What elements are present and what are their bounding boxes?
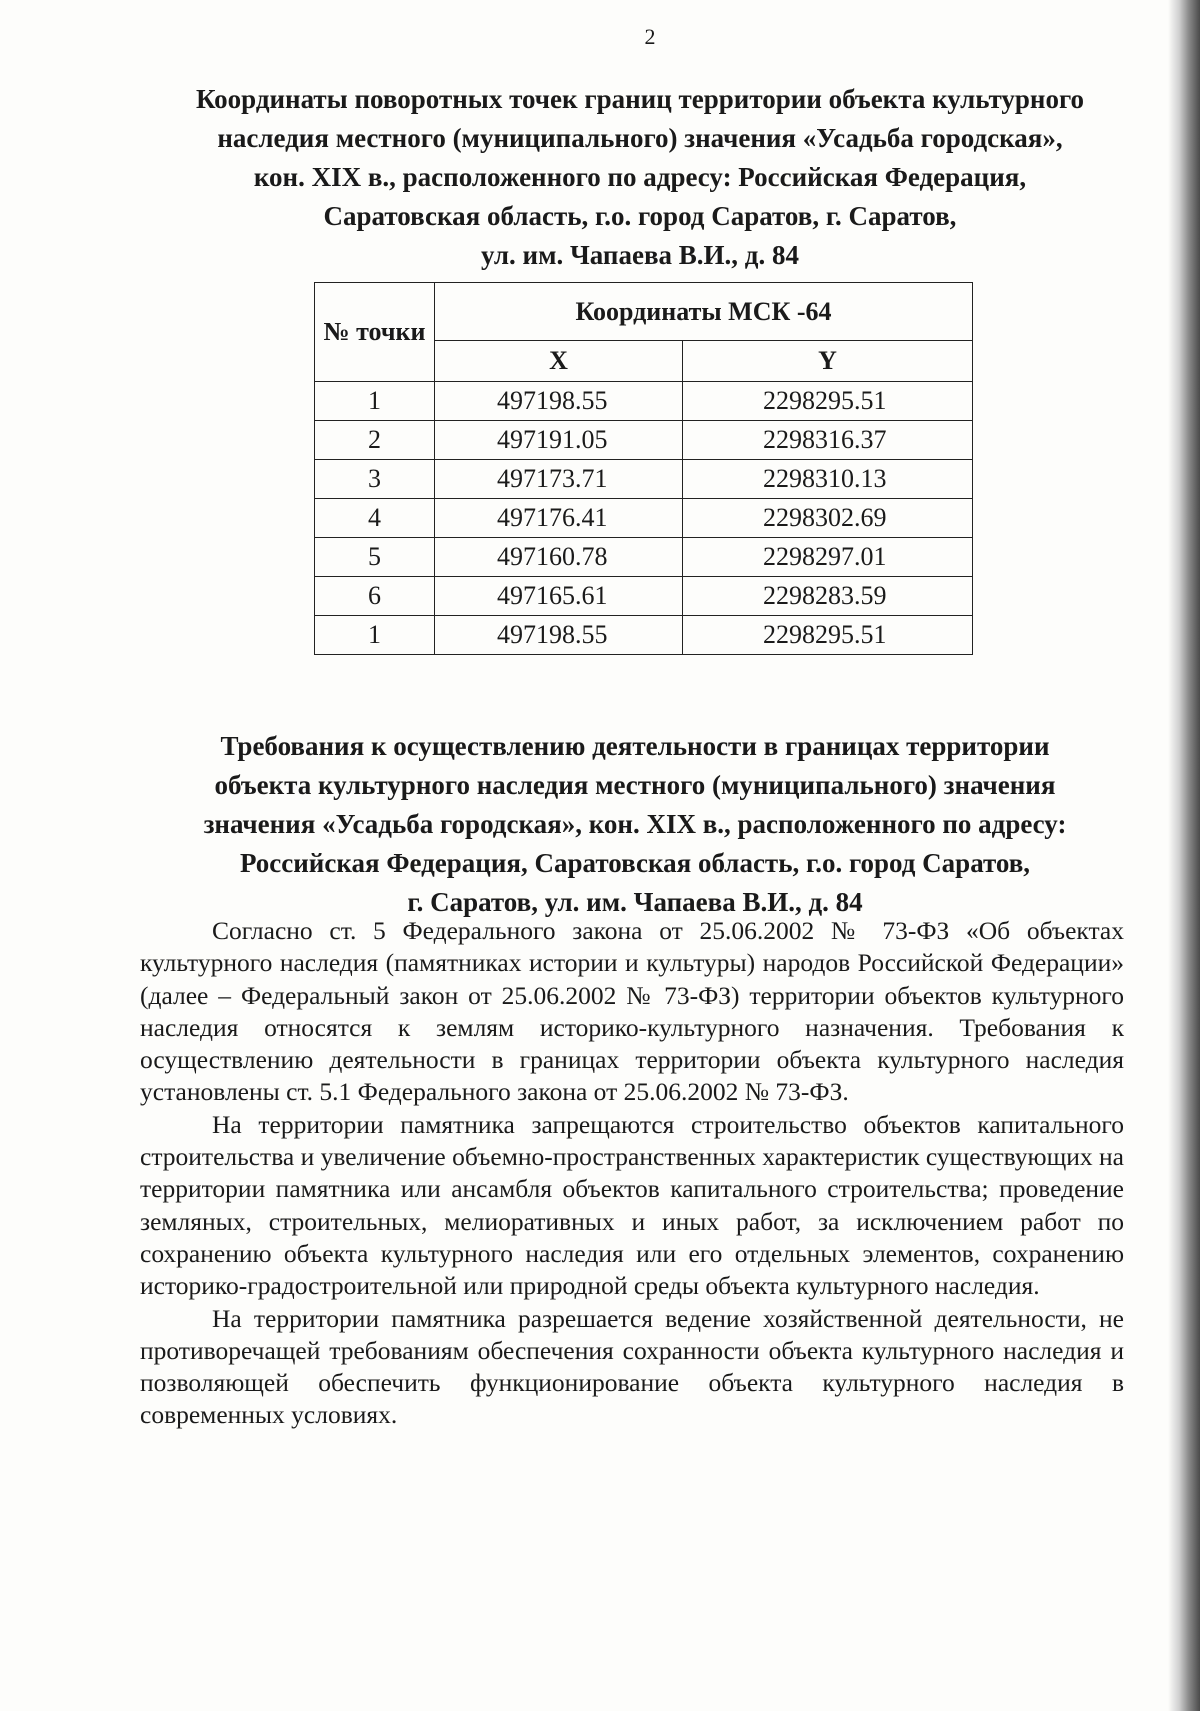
heading-line: кон. XIX в., расположенного по адресу: Российская Федерация,	[253, 162, 1027, 192]
y-cell: 2298310.13	[683, 460, 973, 499]
y-cell: 2298283.59	[683, 577, 973, 616]
table-row	[315, 499, 973, 538]
heading-line: г. Саратов, ул. им. Чапаева В.И., д. 84	[407, 887, 863, 917]
x-cell: 497198.55	[435, 382, 683, 421]
table-row	[315, 460, 973, 499]
table-row	[315, 577, 973, 616]
x-cell: 497165.61	[435, 577, 683, 616]
paragraph: На территории памятника запрещаются строительство объектов капитального строительства и увеличение объемно-пространственных характеристик существующих на территории памятника или ансамбля объектов капитального строительства; проведение земляных, строительных, мелиоративных и иных работ, за исключением работ по сохранению объекта культурного наследия или его отдельных элементов, сохранению историко-градостроительной или природной среды объекта культурного наследия.	[140, 1109, 1124, 1301]
header-point-number: № точки	[315, 283, 435, 382]
point-number-cell: 2	[315, 421, 435, 460]
paragraph: Согласно ст. 5 Федерального закона от 25.06.2002 № 73-ФЗ «Об объектах культурного наследия (памятниках истории и культуры) народов Российской Федерации» (далее – Федеральный закон от 25.06.2002 № 73-ФЗ) территории объектов культурного наследия относятся к землям историко-культурного назначения. Требования к осуществлению деятельности в границах территории объекта культурного наследия установлены ст. 5.1 Федерального закона от 25.06.2002 № 73-ФЗ.	[140, 916, 1124, 1107]
paragraph: На территории памятника разрешается ведение хозяйственной деятельности, не противоречащей требованиям обеспечения сохранности объекта культурного наследия и позволяющей обеспечить функционирование объекта культурного наследия в современных условиях.	[140, 1303, 1124, 1430]
table-row	[315, 538, 973, 577]
point-number-cell: 4	[315, 499, 435, 538]
heading-line: Саратовская область, г.о. город Саратов, г. Саратов,	[323, 201, 957, 231]
body-text	[140, 915, 1124, 1432]
page-number: 2	[644, 24, 656, 49]
x-cell: 497198.55	[435, 616, 683, 655]
heading-line: Координаты поворотных точек границ территории объекта культурного	[195, 84, 1085, 114]
header-y: Y	[683, 341, 973, 382]
table-row	[315, 421, 973, 460]
scan-shadow-edge	[1168, 0, 1200, 1711]
x-cell: 497176.41	[435, 499, 683, 538]
y-cell: 2298297.01	[683, 538, 973, 577]
heading-line: значения «Усадьба городская», кон. XIX в., расположенного по адресу:	[203, 809, 1067, 839]
point-number-cell: 3	[315, 460, 435, 499]
point-number-cell: 1	[315, 382, 435, 421]
heading-line: наследия местного (муниципального) значения «Усадьба городская»,	[217, 123, 1063, 153]
table-row	[315, 616, 973, 655]
table-row	[315, 382, 973, 421]
header-x: X	[435, 341, 683, 382]
point-number-cell: 5	[315, 538, 435, 577]
header-coordinates: Координаты МСК -64	[435, 283, 973, 341]
y-cell: 2298302.69	[683, 499, 973, 538]
point-number-cell: 1	[315, 616, 435, 655]
coordinates-table	[314, 282, 973, 655]
heading-line: объекта культурного наследия местного (муниципального) значения	[214, 770, 1056, 800]
point-number-cell: 6	[315, 577, 435, 616]
coordinates-heading	[150, 80, 1130, 275]
x-cell: 497173.71	[435, 460, 683, 499]
y-cell: 2298316.37	[683, 421, 973, 460]
heading-line: Российская Федерация, Саратовская область, г.о. город Саратов,	[239, 848, 1031, 878]
x-cell: 497160.78	[435, 538, 683, 577]
y-cell: 2298295.51	[683, 616, 973, 655]
heading-line: ул. им. Чапаева В.И., д. 84	[481, 240, 799, 270]
x-cell: 497191.05	[435, 421, 683, 460]
y-cell: 2298295.51	[683, 382, 973, 421]
requirements-heading	[160, 727, 1110, 922]
heading-line: Требования к осуществлению деятельности в границах территории	[220, 731, 1050, 761]
